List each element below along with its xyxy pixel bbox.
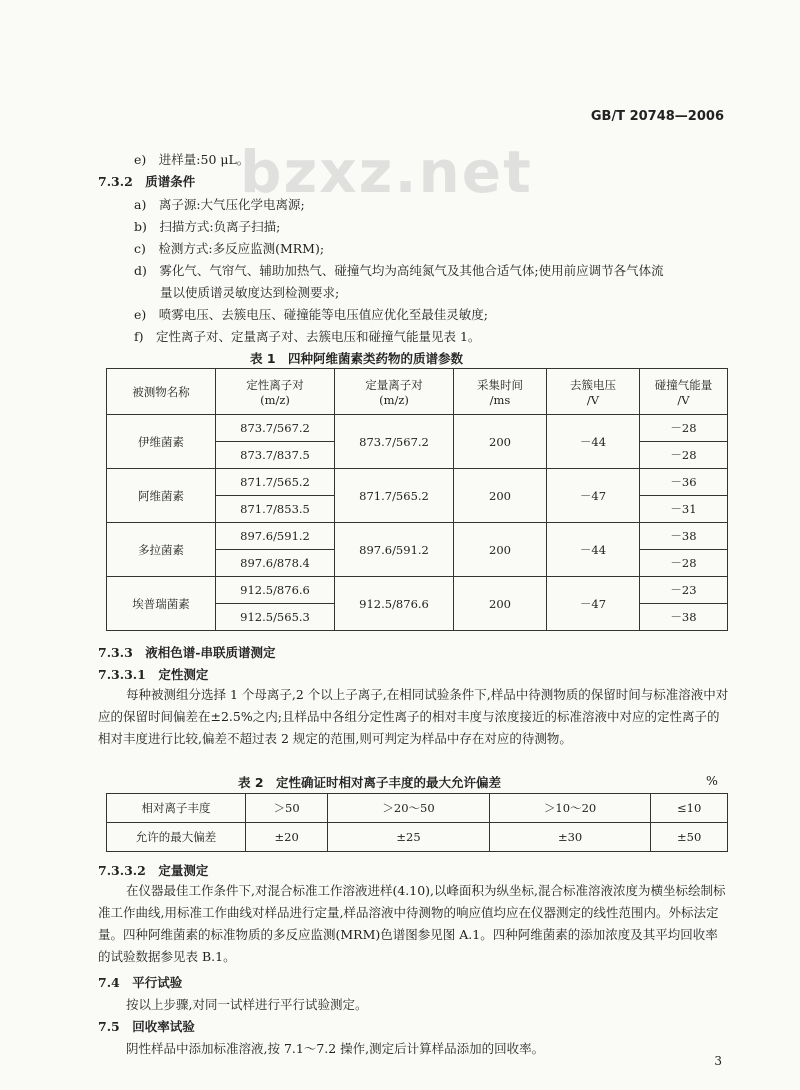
table-row: [107, 794, 728, 823]
table2-cell: 允许的最大偏差: [107, 823, 246, 852]
declustering-voltage: －44: [547, 523, 640, 577]
declustering-voltage: －44: [547, 415, 640, 469]
analyte-name: 阿维菌素: [107, 469, 216, 523]
collision-energy: －38: [640, 523, 728, 550]
section-7-4: 7.4 平行试验: [98, 975, 183, 990]
qual-ion-pair: 871.7/565.2: [216, 469, 335, 496]
table1-header: 去簇电压 /V: [547, 369, 640, 415]
analyte-name: 埃普瑞菌素: [107, 577, 216, 631]
table-row: [107, 823, 728, 852]
collision-energy: －28: [640, 550, 728, 577]
collision-energy: －23: [640, 577, 728, 604]
paragraph-quantitative: 在仪器最佳工作条件下,对混合标准工作溶液进样(4.10),以峰面积为纵坐标,混合标准溶液浓度为横坐标绘制标准工作曲线,用标准工作曲线对样品进行定量,样品溶液中待测物的响应值均应在仪器测定的线性范围内。外标法定量。四种阿维菌素的标准物质的多反应监测(MRM)色谱图参见图 A.1。四种阿维菌素的添加浓度及其平均回收率的试验数据参见表 B.1。: [98, 883, 726, 964]
collision-energy: －28: [640, 415, 728, 442]
collision-energy: －38: [640, 604, 728, 631]
qual-ion-pair: 912.5/565.3: [216, 604, 335, 631]
page-number: 3: [714, 1054, 722, 1068]
qual-ion-pair: 897.6/591.2: [216, 523, 335, 550]
table2-cell: ≤10: [651, 794, 728, 823]
qual-ion-pair: 897.6/878.4: [216, 550, 335, 577]
acq-time: 200: [454, 523, 547, 577]
table2-cell: ＞10～20: [489, 794, 651, 823]
quant-ion-pair: 897.6/591.2: [335, 523, 454, 577]
table2-cell: ±20: [246, 823, 328, 852]
ms-item-d-cont: 量以使质谱灵敏度达到检测要求;: [160, 285, 340, 300]
table1-header: 碰撞气能量 /V: [640, 369, 728, 415]
table-row: [107, 523, 728, 550]
table1: [106, 368, 728, 631]
injection-volume: e) 进样量:50 μL。: [134, 152, 250, 167]
table2-cell: ＞20～50: [328, 794, 490, 823]
ms-item-e: e) 喷雾电压、去簇电压、碰撞能等电压值应优化至最佳灵敏度;: [134, 307, 488, 322]
ms-item-a: a) 离子源:大气压化学电离源;: [134, 197, 305, 212]
ms-item-c: c) 检测方式:多反应监测(MRM);: [134, 241, 325, 256]
collision-energy: －36: [640, 469, 728, 496]
table1-header: 采集时间 /ms: [454, 369, 547, 415]
table2-cell: ±30: [489, 823, 651, 852]
table2-caption: 表 2 定性确证时相对离子丰度的最大允许偏差: [238, 775, 502, 790]
table2-cell: ±50: [651, 823, 728, 852]
section-7-3-3-1: 7.3.3.1 定性测定: [98, 667, 209, 682]
declustering-voltage: －47: [547, 469, 640, 523]
table2: [106, 793, 728, 852]
table-row: [107, 469, 728, 496]
quant-ion-pair: 873.7/567.2: [335, 415, 454, 469]
analyte-name: 伊维菌素: [107, 415, 216, 469]
section-7-3-2: 7.3.2 质谱条件: [98, 174, 196, 189]
collision-energy: －28: [640, 442, 728, 469]
paragraph-parallel: 按以上步骤,对同一试样进行平行试验测定。: [126, 997, 368, 1012]
ms-item-f: f) 定性离子对、定量离子对、去簇电压和碰撞气能量见表 1。: [134, 329, 481, 344]
section-7-3-3: 7.3.3 液相色谱-串联质谱测定: [98, 645, 276, 660]
table2-cell: 相对离子丰度: [107, 794, 246, 823]
watermark: bzxz.net: [240, 138, 533, 206]
qual-ion-pair: 873.7/837.5: [216, 442, 335, 469]
quant-ion-pair: 912.5/876.6: [335, 577, 454, 631]
qual-ion-pair: 871.7/853.5: [216, 496, 335, 523]
table2-cell: ＞50: [246, 794, 328, 823]
ms-item-b: b) 扫描方式:负离子扫描;: [134, 219, 281, 234]
paragraph-recovery: 阴性样品中添加标准溶液,按 7.1～7.2 操作,测定后计算样品添加的回收率。: [126, 1041, 545, 1056]
ms-item-d: d) 雾化气、气帘气、辅助加热气、碰撞气均为高纯氮气及其他合适气体;使用前应调节各气体流: [134, 263, 664, 278]
acq-time: 200: [454, 415, 547, 469]
table1-caption: 表 1 四种阿维菌素类药物的质谱参数: [250, 351, 464, 366]
paragraph-qualitative: 每种被测组分选择 1 个母离子,2 个以上子离子,在相同试验条件下,样品中待测物质的保留时间与标准溶液中对应的保留时间偏差在±2.5%之内;且样品中各组分定性离子的相对丰度与浓度接近的标准溶液中对应的定性离子的相对丰度进行比较,偏差不超过表 2 规定的范围,则可判定为样品中存在对应的待测物。: [98, 687, 729, 746]
section-7-5: 7.5 回收率试验: [98, 1019, 195, 1034]
table1-header: 被测物名称: [107, 369, 216, 415]
declustering-voltage: －47: [547, 577, 640, 631]
analyte-name: 多拉菌素: [107, 523, 216, 577]
table-row: [107, 415, 728, 442]
table1-header: 定性离子对 (m/z): [216, 369, 335, 415]
section-7-3-3-2: 7.3.3.2 定量测定: [98, 863, 209, 878]
table2-cell: ±25: [328, 823, 490, 852]
table1-header: 定量离子对 (m/z): [335, 369, 454, 415]
acq-time: 200: [454, 577, 547, 631]
collision-energy: －31: [640, 496, 728, 523]
acq-time: 200: [454, 469, 547, 523]
standard-number: GB/T 20748—2006: [590, 109, 724, 124]
quant-ion-pair: 871.7/565.2: [335, 469, 454, 523]
qual-ion-pair: 912.5/876.6: [216, 577, 335, 604]
qual-ion-pair: 873.7/567.2: [216, 415, 335, 442]
table2-unit: %: [706, 773, 718, 788]
table-row: [107, 577, 728, 604]
